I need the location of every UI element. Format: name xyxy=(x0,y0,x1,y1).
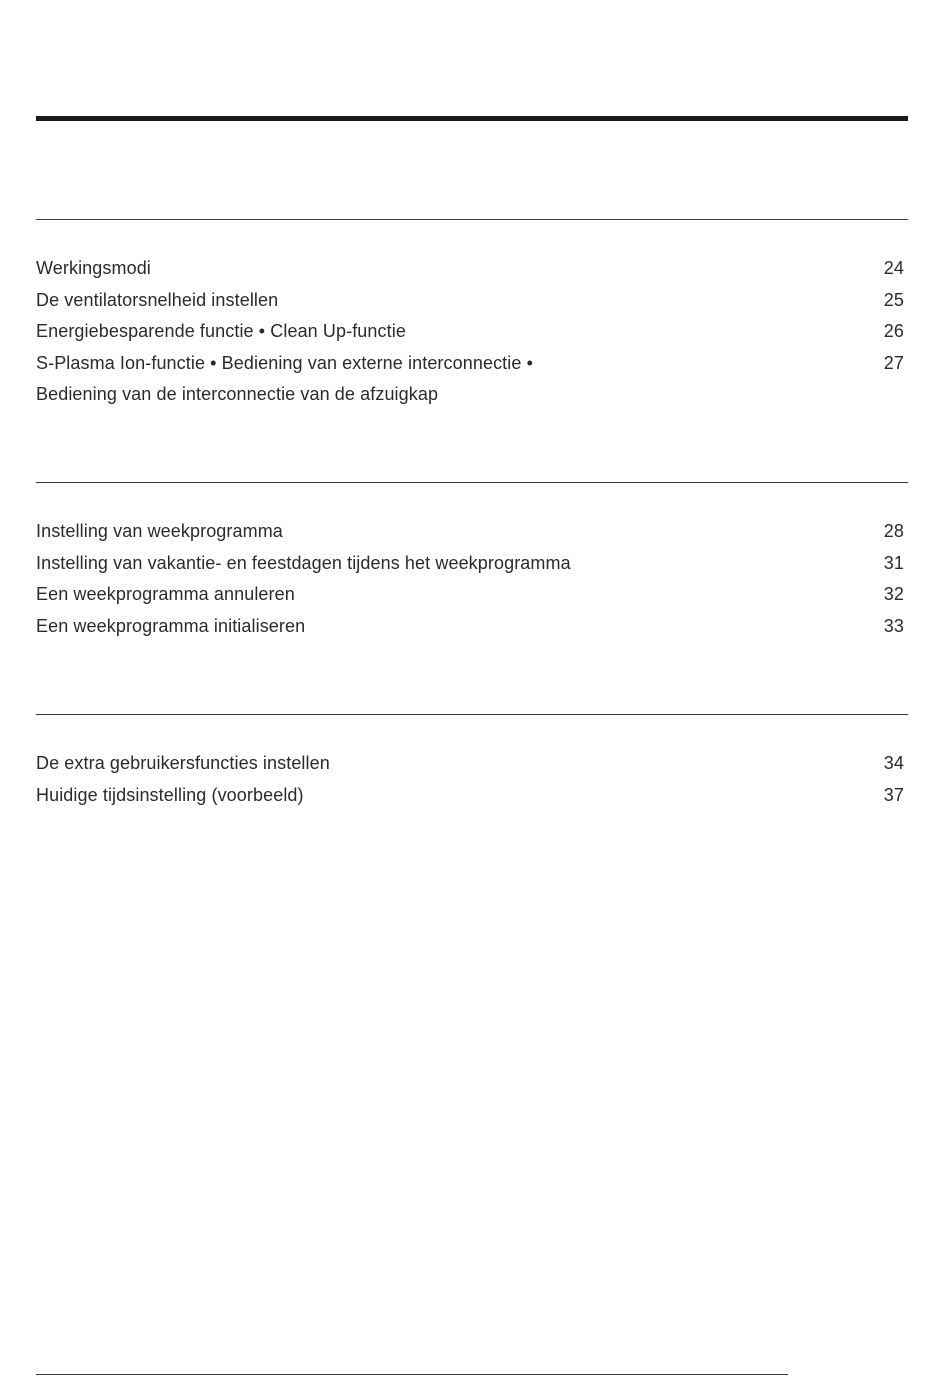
toc-entry-page: 32 xyxy=(883,584,904,604)
toc-entry-page: 37 xyxy=(883,784,904,805)
toc-section-operation xyxy=(36,253,904,411)
toc-entry-title: De ventilatorsnelheid instellen xyxy=(36,289,279,310)
toc-entry[interactable] xyxy=(36,285,904,317)
section-divider xyxy=(36,714,908,715)
toc-entry-page: 24 xyxy=(883,258,904,278)
toc-entry-page: 34 xyxy=(883,753,904,773)
toc-entry-title: Werkingsmodi xyxy=(36,258,151,278)
toc-entry[interactable] xyxy=(36,780,904,812)
toc-entry[interactable] xyxy=(36,516,904,548)
toc-entry-page: 25 xyxy=(883,289,904,310)
toc-entry[interactable] xyxy=(36,253,904,285)
toc-entry[interactable] xyxy=(36,611,904,643)
toc-entry-title: Instelling van weekprogramma xyxy=(36,521,283,541)
toc-entry-title: De extra gebruikersfuncties instellen xyxy=(36,753,330,773)
toc-entry-title: S-Plasma Ion-functie • Bediening van externe interconnectie • Bediening van de interconnectie van de afzuigkap xyxy=(36,352,533,404)
toc-entry-title: Huidige tijdsinstelling (voorbeeld) xyxy=(36,784,304,805)
toc-entry[interactable] xyxy=(36,348,904,411)
toc-entry-page: 33 xyxy=(883,615,904,636)
toc-entry-page: 31 xyxy=(883,552,904,573)
toc-entry-title: Energiebesparende functie • Clean Up-functie xyxy=(36,321,406,341)
toc-entry[interactable] xyxy=(36,548,904,580)
header-rule xyxy=(36,116,908,121)
toc-entry-title: Een weekprogramma annuleren xyxy=(36,584,295,604)
toc-entry-page: 28 xyxy=(883,521,904,541)
toc-entry[interactable] xyxy=(36,579,904,611)
toc-entry-title: Instelling van vakantie- en feestdagen tijdens het weekprogramma xyxy=(36,552,571,573)
toc-section-extra-functions xyxy=(36,748,904,811)
toc-entry-page: 27 xyxy=(883,352,904,373)
toc-section-weekly-program xyxy=(36,516,904,642)
toc-entry[interactable] xyxy=(36,316,904,348)
toc-entry-page: 26 xyxy=(883,321,904,341)
footer-rule xyxy=(36,1374,788,1375)
section-divider xyxy=(36,219,908,220)
section-divider xyxy=(36,482,908,483)
toc-entry[interactable] xyxy=(36,748,904,780)
toc-entry-title: Een weekprogramma initialiseren xyxy=(36,615,306,636)
